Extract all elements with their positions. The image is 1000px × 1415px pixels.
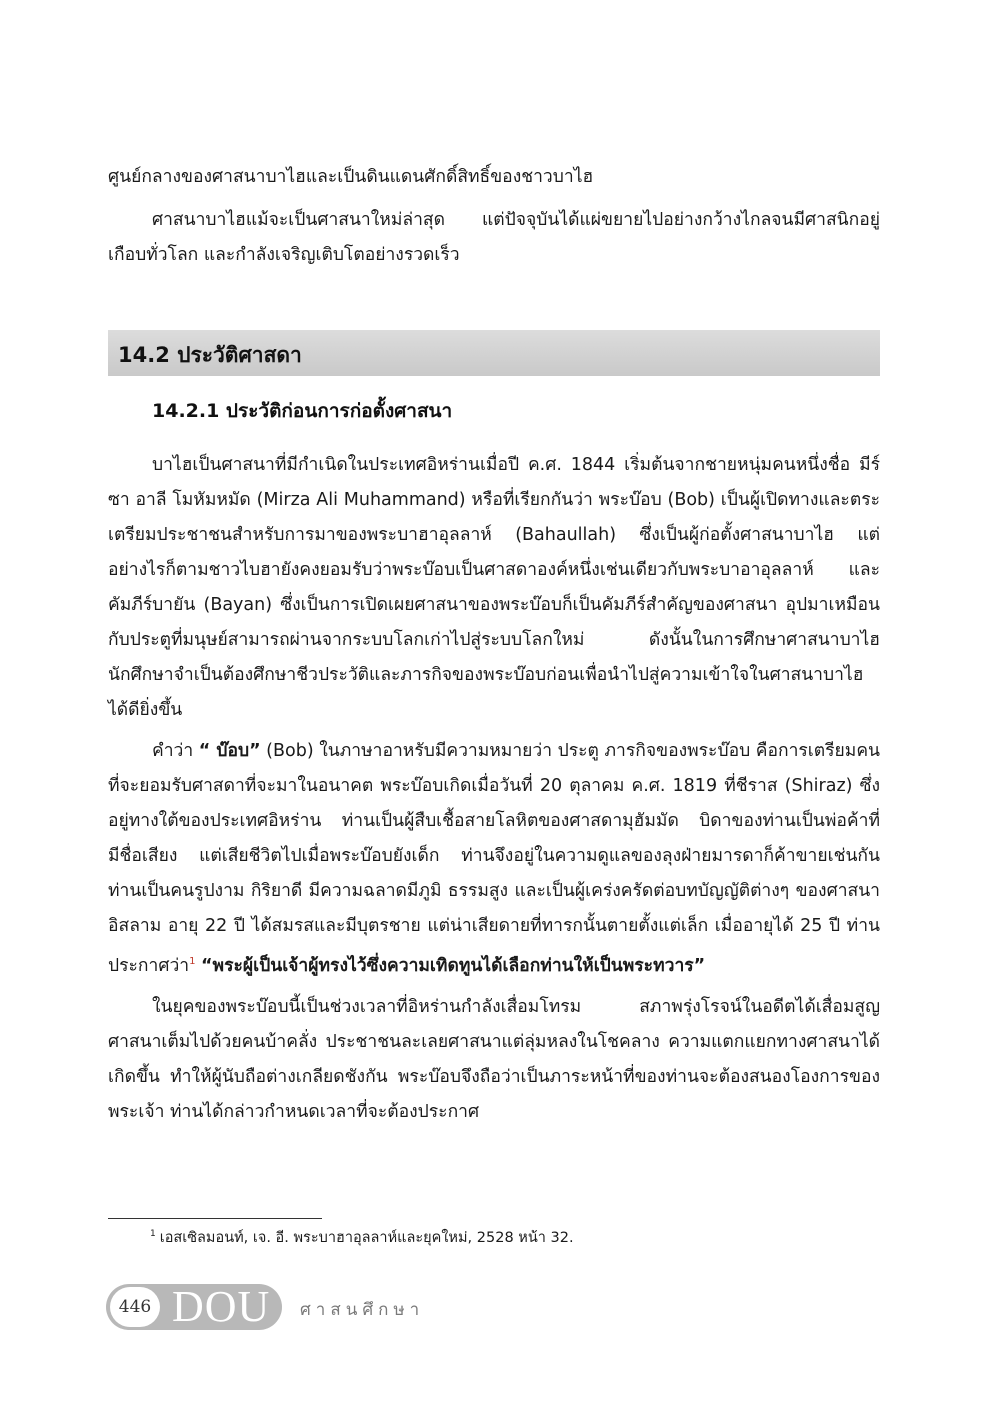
- footnote-mark: 1: [150, 1229, 156, 1240]
- section-header-bar: [108, 330, 880, 376]
- body-block: [108, 448, 880, 1136]
- intro-paragraph-2: ศาสนาบาไฮแม้จะเป็นศาสนาใหม่ล่าสุด แต่ปัจจุบันได้แผ่ขยายไปอย่างกว้างไกลจนมีศาสนิกอยู่เกือบทั่วโลก และกำลังเจริญเติบโตอย่างรวดเร็ว: [108, 210, 880, 265]
- section-title: 14.2 ประวัติศาสดา: [118, 343, 302, 367]
- footnote-reference[interactable]: 1: [189, 956, 196, 967]
- intro-paragraph-1: ศูนย์กลางของศาสนาบาไฮและเป็นดินแดนศักดิ์สิทธิ์ของชาวบาไฮ: [108, 167, 594, 187]
- bob-term: “ บ๊อบ”: [198, 741, 261, 761]
- footnote-text: เอสเซิลมอนท์, เจ. อี. พระบาฮาอุลลาห์และยุคใหม่, 2528 หน้า 32.: [159, 1230, 574, 1246]
- quote: “พระผู้เป็นเจ้าผู้ทรงไว้ซึ่งความเทิดทูนได้เลือกท่านให้เป็นพระทวาร”: [201, 955, 706, 976]
- intro-block: [108, 160, 880, 281]
- dou-logo: DOU: [172, 1282, 271, 1331]
- p2-lead: คำว่า: [152, 741, 199, 761]
- body-paragraph-1: บาไฮเป็นศาสนาที่มีกำเนิดในประเทศอิหร่านเมื่อปี ค.ศ. 1844 เริ่มต้นจากชายหนุ่มคนหนึ่งชื่อ มีร์ซา อาลี โมหัมหมัด (Mirza Ali Muhammand) หรือที่เรียกกันว่า พระบ๊อบ (Bob) เป็นผู้เปิดทางและตระเตรียมประชาชนสำหรับการมาของพระบาฮาอุลลาห์ (Bahaullah) ซึ่งเป็นผู้ก่อตั้งศาสนาบาไฮ แต่อย่างไรก็ตามชาวไบฮายังคงยอมรับว่าพระบ๊อบเป็นศาสดาองค์หนึ่งเช่นเดียวกับพระบาอาอุลลาห์ และคัมภีร์บายัน (Bayan) ซึ่งเป็นการเปิดเผยศาสนาของพระบ๊อบก็เป็นคัมภีร์สำคัญของศาสนา อุปมาเหมือนกับประตูที่มนุษย์สามารถผ่านจากระบบโลกเก่าไปสู่ระบบโลกใหม่ ดังนั้นในการศึกษาศาสนาบาไฮ นักศึกษาจำเป็นต้องศึกษาชีวประวัติและภารกิจของพระบ๊อบก่อนเพื่อนำไปสู่ความเข้าใจในศาสนาบาไฮได้ดียิ่งขึ้น: [108, 455, 880, 720]
- body-paragraph-2: [108, 734, 880, 984]
- footnote-divider: [108, 1218, 322, 1219]
- body-paragraph-3: ในยุคของพระบ๊อบนี้เป็นช่วงเวลาที่อิหร่านกำลังเสื่อมโทรม สภาพรุ่งโรจน์ในอดีตได้เสื่อมสูญ ศาสนาเต็มไปด้วยคนบ้าคลั่ง ประชาชนละเลยศาสนาแต่ลุ่มหลงในโชคลาง ความแตกแยกทางศาสนาได้เกิดขึ้น ทำให้ผู้นับถือต่างเกลียดชังกัน พระบ๊อบจึงถือว่าเป็นภาระหน้าที่ของท่านจะต้องสนองโองการของพระเจ้า ท่านได้กล่าวกำหนดเวลาที่จะต้องประกาศ: [108, 996, 880, 1122]
- subsection-title: 14.2.1 ประวัติก่อนการก่อตั้งศาสนา: [152, 400, 453, 422]
- course-name: ศาสนศึกษา: [300, 1300, 425, 1320]
- p2-main: (Bob) ในภาษาอาหรับมีความหมายว่า ประตู ภารกิจของพระบ๊อบ คือการเตรียมคนที่จะยอมรับศาสดาที่จะมาในอนาคต พระบ๊อบเกิดเมื่อวันที่ 20 ตุลาคม ค.ศ. 1819 ที่ชีราส (Shiraz) ซึ่งอยู่ทางใต้ของประเทศอิหร่าน ท่านเป็นผู้สืบเชื้อสายโลหิตของศาสดามุฮัมมัด บิดาของท่านเป็นพ่อค้าที่มีชื่อเสียง แต่เสียชีวิตไปเมื่อพระบ๊อบยังเด็ก ท่านจึงอยู่ในความดูแลของลุงฝ่ายมารดาก็ค้าขายเช่นกัน ท่านเป็นคนรูปงาม กิริยาดี มีความฉลาดมีภูมิ ธรรมสูง และเป็นผู้เคร่งครัดต่อบทบัญญัติต่างๆ ของศาสนาอิสลาม อายุ 22 ปี ได้สมรสและมีบุตรชาย แต่น่าเสียดายที่ทารกนั้นตายตั้งแต่เล็ก เมื่ออายุได้ 25 ปี ท่านประกาศว่า: [108, 741, 880, 976]
- page-number: 446: [110, 1287, 160, 1327]
- footnote: [150, 1226, 574, 1249]
